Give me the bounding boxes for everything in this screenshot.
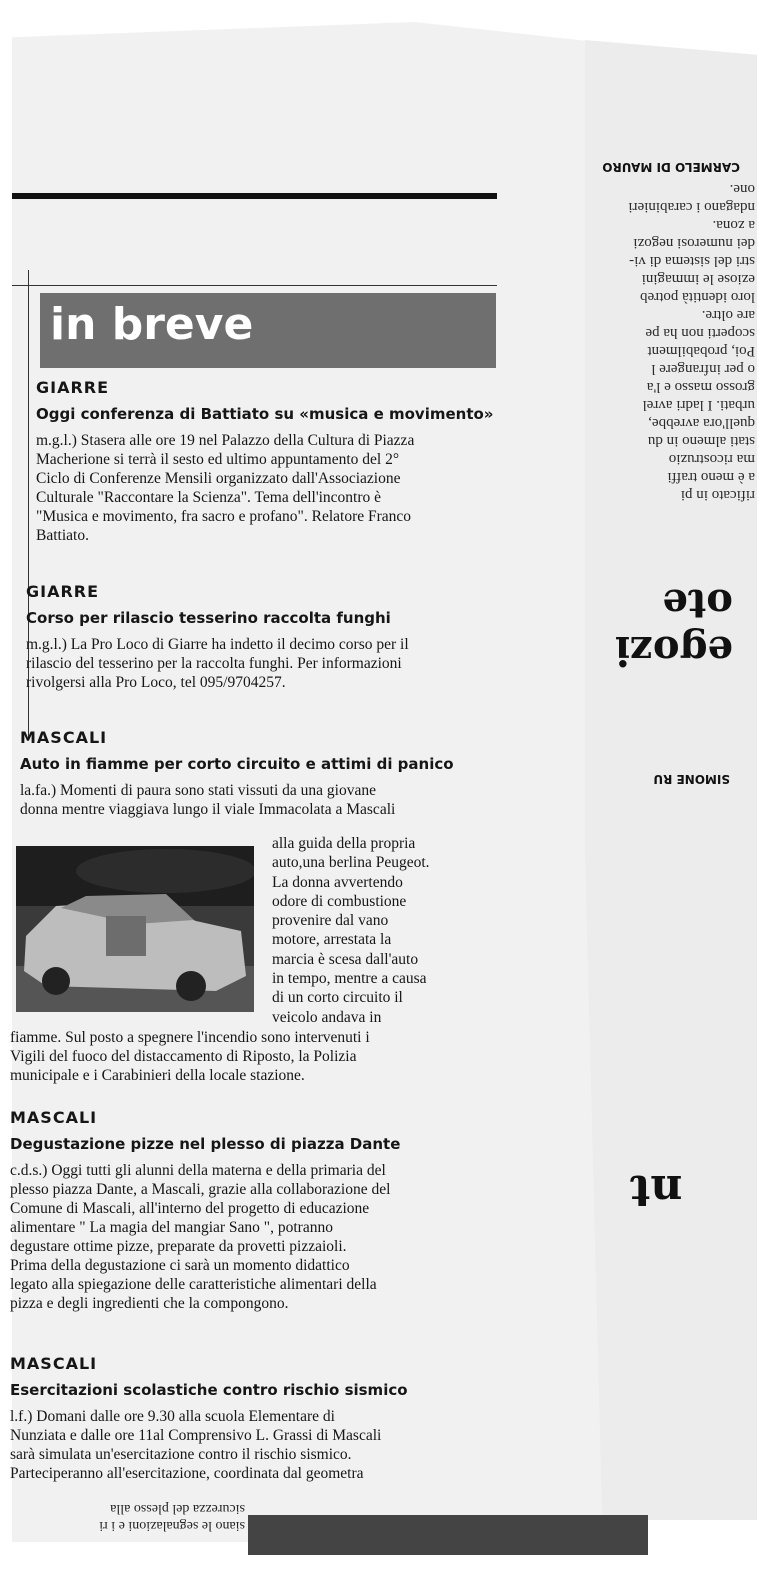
article-body-top: la.fa.) Momenti di paura sono stati vissuti da una giovane donna mentre viaggiava lungo il viale Immacolata a Mascali xyxy=(20,782,396,818)
side-byline-2: SIMONE RU xyxy=(653,772,730,786)
article-place: MASCALI xyxy=(10,1354,98,1373)
article-body: c.d.s.) Oggi tutti gli alunni della materna e della primaria del plesso piazza Dante, a Mascali, grazie alla collaborazione del Comune di Mascali, all'interno del progetto di educazione alimentare " La magia del mangiar Sano ", potranno degustare ottime pizze, preparate da provetti pizzaioli. Prima della degustazione ci sarà un momento didattico legato alla spiegazione delle caratteristiche alimentari della pizza e degli ingredienti che la compongono. xyxy=(10,1162,391,1312)
article-place: GIARRE xyxy=(36,378,110,397)
section-banner xyxy=(40,293,496,368)
article-auto-fiamme-side xyxy=(272,834,492,1027)
section-banner-label: in breve xyxy=(50,299,254,350)
article-place: GIARRE xyxy=(26,582,100,601)
article-body-bottom: fiamme. Sul posto a spegnere l'incendio sono intervenuti i Vigili del fuoco del distaccamento di Riposto, la Polizia municipale e i Carabinieri della locale stazione. xyxy=(10,1029,370,1084)
article-sismico xyxy=(10,1354,490,1483)
article-headline: Degustazione pizze nel plesso di piazza Dante xyxy=(10,1135,401,1153)
article-headline: Esercitazioni scolastiche contro rischio sismico xyxy=(10,1381,408,1399)
article-body: m.g.l.) La Pro Loco di Giarre ha indetto il decimo corso per il rilascio del tesserino per la raccolta funghi. Per informazioni rivolgersi alla Pro Loco, tel 095/9704257. xyxy=(26,636,409,691)
bottom-dark-strip xyxy=(248,1515,648,1555)
article-funghi xyxy=(26,582,496,692)
article-headline: Auto in fiamme per corto circuito e attimi di panico xyxy=(20,755,454,773)
thin-rule xyxy=(12,285,497,286)
article-pizze xyxy=(10,1108,490,1313)
article-auto-fiamme-bottom xyxy=(10,1028,490,1085)
burnt-car-photo xyxy=(16,846,254,1012)
side-byline: CARMELO DI MAURO xyxy=(602,160,740,174)
article-headline: Oggi conferenza di Battiato su «musica e movimento» xyxy=(36,405,494,423)
burnt-car-image xyxy=(16,846,254,1012)
side-heading-lower: nt xyxy=(630,1165,683,1216)
article-body: m.g.l.) Stasera alle ore 19 nel Palazzo della Cultura di Piazza Macherione si terrà il sesto ed ultimo appuntamento del 2° Ciclo di Conferenze Mensili organizzato dall'Associazione Culturale "Raccontare la Scienza". Tema dell'incontro è "Musica e movimento, fra sacro e profano". Relatore Franco Battiato. xyxy=(36,432,415,544)
article-place: MASCALI xyxy=(20,728,108,747)
article-place: MASCALI xyxy=(10,1108,98,1127)
bottom-upside-text: siano le segnalazioni e i ri sicurezza del plesso alla xyxy=(99,1501,245,1533)
side-heading: egozi ote xyxy=(615,580,734,674)
article-body-side: alla guida della propria auto,una berlina Peugeot. La donna avvertendo odore di combustione provenire dal vano motore, arrestata la marcia è scesa dall'auto in tempo, mentre a causa di un corto circuito il veicolo andava in xyxy=(272,835,430,1026)
heavy-rule xyxy=(12,193,497,199)
article-body: l.f.) Domani dalle ore 9.30 alla scuola Elementare di Nunziata e dalle ore 11al Comprensivo L. Grassi di Mascali sarà simulata un'esercitazione contro il rischio sismico. Parteciperanno all'esercitazione, coordinata dal geometra xyxy=(10,1408,382,1482)
article-battiato xyxy=(36,378,506,545)
article-auto-fiamme xyxy=(20,728,490,819)
article-headline: Corso per rilascio tesserino raccolta funghi xyxy=(26,609,391,627)
side-column-text: rificato in pi a è meno traffi ma ricostruzio stati almeno in du quell'ora avrebbe, urbati. I ladri avrel grosso masso e l'a o per infrangere l Poi, probabilment scoperti non ha pe are oltre. loro identità potreb eziose le immagini stri del sistema di vi- dei numerosi negozi a zona. ndagano i carabinieri one. xyxy=(628,181,755,503)
